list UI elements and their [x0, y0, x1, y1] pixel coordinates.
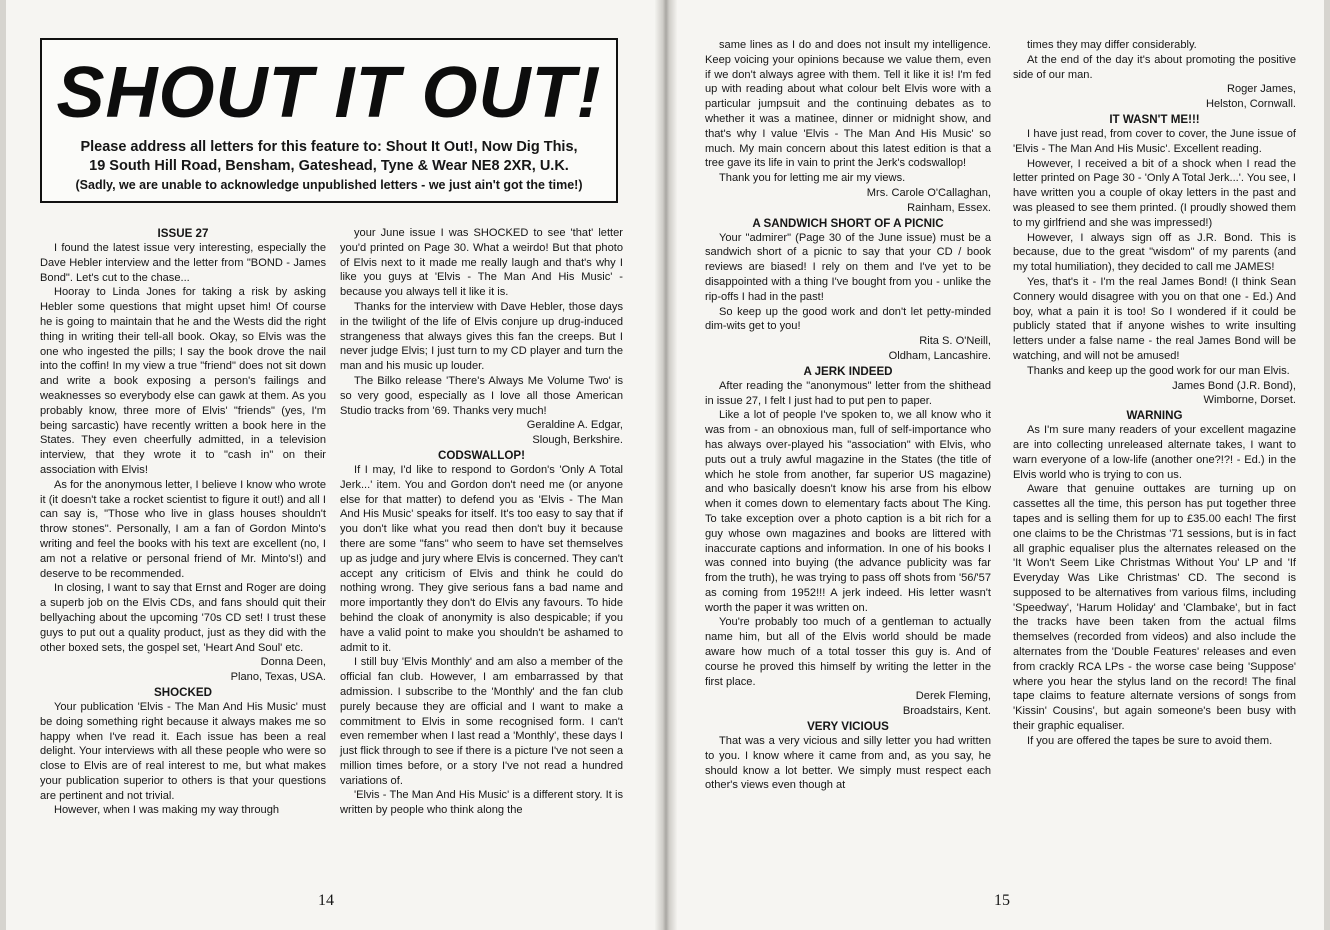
- right-page-edge: [1324, 0, 1330, 930]
- left-page-edge: [0, 0, 6, 930]
- address-block: [50, 138, 608, 195]
- letter-paragraph: Your publication 'Elvis - The Man And His Music' must be doing something right because it always makes me so happy when I've read it. Each issue has been a real delight. Your interviews with all these people who were so close to Elvis are of real interest to me, but what makes your publication superior to others is that your questions are pertinent and not trivial.: [40, 700, 326, 802]
- letter-signature: Helston, Cornwall.: [1205, 98, 1296, 111]
- letter-signature: Derek Fleming,: [915, 690, 991, 703]
- letter-paragraph: In closing, I want to say that Ernst and Roger are doing a superb job on the Elvis CDs, and fans should quit their bellyaching about the upcoming '70s CD set! I trust these guys to put out a quality product, just as they did with the other boxed sets, the gospel set, 'Heart And Soul' etc.: [40, 582, 326, 654]
- letter-paragraph: The Bilko release 'There's Always Me Volume Two' is so very good, especially as I love all those American Studio tracks from '69. Thanks very much!: [340, 374, 623, 417]
- letter-paragraph: After reading the "anonymous" letter from the shithead in issue 27, I felt I just had to put pen to paper.: [705, 379, 991, 407]
- address-line: 19 South Hill Road, Bensham, Gateshead, Tyne & Wear NE8 2XR, U.K.: [89, 158, 569, 174]
- letter-heading: A JERK INDEED: [803, 364, 893, 378]
- letter-signature: Donna Deen,: [260, 656, 326, 669]
- letter-signature: Rita S. O'Neill,: [919, 335, 991, 348]
- letter-paragraph: Thanks for the interview with Dave Hebler, those days in the twilight of the life of Elvis conjure up drug-induced strangeness that always gives this fan the creeps. But I never judge Elvis; I just turn to my CD player and turn the man and his music up louder.: [340, 300, 623, 373]
- letter-heading: IT WASN'T ME!!!: [1109, 112, 1200, 126]
- book-spine: [655, 0, 677, 930]
- text-column-4: [1013, 38, 1296, 749]
- page-title: SHOUT IT OUT!: [56, 53, 602, 133]
- letter-signature: Oldham, Lancashire.: [888, 349, 991, 362]
- letter-paragraph: Aware that genuine outtakes are turning up on cassettes all the time, this person has put together three tapes and is selling them for up to £35.00 each! The first one claims to be the Christmas '71 sessions, but is in fact all graphic equaliser plus the alternates released on the 'It Won't Seem Like Christmas Without You' LP and 'If Everyday Was Like Christmas' CD. The second is supposed to be alternatives from various films, including 'Speedway', 'Harum Holiday' and 'Clambake', but in fact the tracks have been taken from the actual films themselves (recorded from videos) and also include the alternates from the 'Double Features' releases and even from crackly RCA LPs - the worse case being 'Suppose' where you hear the stylus land on the record! The final tape claims to feature alternate versions of songs from 'Kissin' Cousins', but again someone's been busy with their graphic equaliser.: [1013, 483, 1296, 733]
- text-column-1: [40, 226, 326, 818]
- letter-signature: Plano, Texas, USA.: [230, 671, 326, 684]
- letter-heading: VERY VICIOUS: [807, 720, 889, 734]
- left-page: [0, 0, 663, 930]
- letter-paragraph: your June issue I was SHOCKED to see 'that' letter you'd printed on Page 30. What a weirdo! But that photo of Elvis next to it made me really laugh and that's why I like you guys at 'Elvis - The Man And His Music' - because you always tell it like it is.: [340, 227, 623, 299]
- letter-signature: Roger James,: [1226, 83, 1296, 96]
- letter-heading: A SANDWICH SHORT OF A PICNIC: [752, 216, 944, 230]
- page-number-left: 14: [318, 892, 334, 909]
- page-number-right: 15: [994, 892, 1010, 909]
- letter-paragraph: You're probably too much of a gentleman to actually name him, but all of the Elvis world should be made aware how much of a total tosser this guy is. And of course he proved this himself by writing the letter in the first place.: [705, 616, 991, 688]
- letter-paragraph: same lines as I do and does not insult my intelligence. Keep voicing your opinions because we value them, even if we don't always agree with them. Tell it like it is! I'm fed up with reading about what colour belt Elvis wore with a particular jumpsuit and the continuing debates as to whether it was a matinee, dinner or midnight show, and that's why I value 'Elvis - The Man And His Music' so much. My main concern about this latest edition is that a tree gave its life in vain to print the Jerk's codswallop!: [705, 39, 991, 170]
- letter-paragraph: Thanks and keep up the good work for our man Elvis.: [1027, 364, 1290, 377]
- letter-signature: Broadstairs, Kent.: [902, 705, 991, 718]
- letter-signature: Geraldine A. Edgar,: [526, 419, 623, 432]
- letter-paragraph: I have just read, from cover to cover, the June issue of 'Elvis - The Man And His Music'. Excellent reading.: [1013, 127, 1296, 155]
- letter-signature: Slough, Berkshire.: [532, 434, 623, 447]
- letter-paragraph: At the end of the day it's about promoting the positive side of our man.: [1013, 53, 1296, 81]
- letter-paragraph: As I'm sure many readers of your excellent magazine are into collecting unreleased alternate takes, I want to warn everyone of a low-life (another one?!?! - Ed.) in the Elvis world who is trying to con us.: [1013, 424, 1296, 481]
- letter-heading: CODSWALLOP!: [438, 448, 525, 462]
- letter-paragraph: 'Elvis - The Man And His Music' is a different story. It is written by people who think along the: [340, 789, 623, 817]
- letter-paragraph: However, I received a bit of a shock when I read the letter printed on Page 30 - 'Only A Total Jerk...'. You see, I have written you a couple of okay letters in the past and was pleased to see them printed. (I proudly showed them to my girlfriend and she was impressed!): [1013, 157, 1296, 229]
- text-column-2: [340, 226, 623, 818]
- letter-paragraph: times they may differ considerably.: [1027, 39, 1197, 51]
- letter-heading: ISSUE 27: [157, 227, 209, 240]
- letter-heading: SHOCKED: [154, 685, 212, 699]
- letter-paragraph: I found the latest issue very interesting, especially the Dave Hebler interview and the letter from "BOND - James Bond". Let's cut to the chase...: [40, 242, 326, 284]
- address-note: (Sadly, we are unable to acknowledge unpublished letters - we just ain't got the time!): [75, 178, 583, 192]
- address-line: Please address all letters for this feature to: Shout It Out!, Now Dig This,: [80, 139, 578, 155]
- letter-paragraph: That was a very vicious and silly letter you had written to you. I know where it came from and, as you say, he should know a lot better. We simply must respect each other's views even though at: [705, 735, 991, 792]
- letter-paragraph: As for the anonymous letter, I believe I know who wrote it (it doesn't take a rocket scientist to figure it out!) and all I can say is, "Those who live in glass houses shouldn't throw stones". Personally, I am a fan of Gordon Minto's writing and feel the books with his text are excellent (no, I am not a relative or personal friend of Mr. Minto's!) and deserve to be recommended.: [40, 478, 326, 580]
- letter-signature: Mrs. Carole O'Callaghan,: [866, 186, 991, 199]
- text-column-3: [705, 38, 991, 793]
- letter-paragraph: Yes, that's it - I'm the real James Bond! (I think Sean Connery would disagree with you on that one - Ed.) And boy, what a pain it is too! So I wondered if it could be publicly stated that if anyone wishes to write insulting letters under a false name - the real James Bond will be watching, and will not be amused!: [1013, 275, 1296, 362]
- title-box: [40, 38, 618, 203]
- letter-signature: James Bond (J.R. Bond),: [1172, 379, 1296, 392]
- letter-paragraph: However, when I was making my way through: [54, 804, 280, 817]
- letter-paragraph: If I may, I'd like to respond to Gordon's 'Only A Total Jerk...' item. You and Gordon don't need me (or anyone else for that matter) to defend you as 'Elvis - The Man And His Music' speaks for itself. It's too easy to say that if you don't like what you read then don't buy it because there are some "fans" who seem to have set themselves up as judge and jury where Elvis is concerned. They can't accept any criticism of Elvis and think he could do nothing wrong. They give serious fans a bad name and more importantly they don't do Elvis any favours. To hide behind the cloak of anonymity is also despicable; if you have a valid point to make you shouldn't be ashamed to admit to it.: [340, 463, 623, 654]
- right-page: [667, 0, 1330, 930]
- letter-heading: WARNING: [1126, 409, 1183, 423]
- letter-signature: Rainham, Essex.: [907, 201, 991, 214]
- letter-paragraph: Hooray to Linda Jones for taking a risk by asking Hebler some questions that might upset him! Of course he is going to maintain that he and the Wests did the right thing in writing their tell-all book. Okay, so Elvis was the one who ingested the pills; I say the book drove the nail into the coffin! In my view a true "friend" does not sit down and write a book exposing a person's failings and weaknesses so everybody else can gawk at them. As you probably know, three more of Elvis' "friends" (yes, I'm being sarcastic) have recently written a book here in the States. They even cheerfully admitted, in a television interview, that they wrote it to "cash in" on their association with Elvis!: [40, 286, 326, 476]
- letter-signature: Wimborne, Dorset.: [1203, 394, 1296, 407]
- letter-paragraph: However, I always sign off as J.R. Bond. This is because, due to the great "wisdom" of my parents (and my total humiliation), they decided to call me JAMES!: [1013, 231, 1296, 274]
- letter-paragraph: If you are offered the tapes be sure to avoid them.: [1027, 734, 1273, 747]
- letter-paragraph: I still buy 'Elvis Monthly' and am also a member of the official fan club. However, I am embarrassed by that admission. I subscribe to the 'Monthly' and the fan club purely because they are official and I want to make a commitment to Elvis in some recognised form. I can't even remember when I last read a 'Monthly', these days I just flick through to see if there is a picture I've not seen a million times before, or a story I've not read a hundred variations of.: [340, 656, 623, 787]
- letter-paragraph: Thank you for letting me air my views.: [719, 172, 906, 185]
- letter-paragraph: So keep up the good work and don't let petty-minded dim-wits get to you!: [705, 305, 991, 333]
- letter-paragraph: Your "admirer" (Page 30 of the June issue) must be a sandwich short of a picnic to say that your CD / book reviews are biased! I rely on them and I've yet to be disappointed with a thing I've bought from you - unlike the rip-offs I had in the past!: [705, 231, 991, 303]
- letter-paragraph: Like a lot of people I've spoken to, we all know who it was from - an obnoxious man, full of self-importance who has always over-played his "association" with Elvis, who puts out a truly awful magazine in the States (the title of which he stole from another, far superior US magazine) and who basically doesn't know his arse from his elbow when it comes down to elementary facts about The King. To take exception over a photo caption is a bit rich for a guy whose own magazines and books are littered with inaccurate captions and information. In one of his books I was conned into buying (the advance publicity was far from the truth), he was trying to pass off shots from '56/'57 as coming from 1952!!! A jerk indeed. His letter wasn't worth the paper it was written on.: [705, 409, 991, 614]
